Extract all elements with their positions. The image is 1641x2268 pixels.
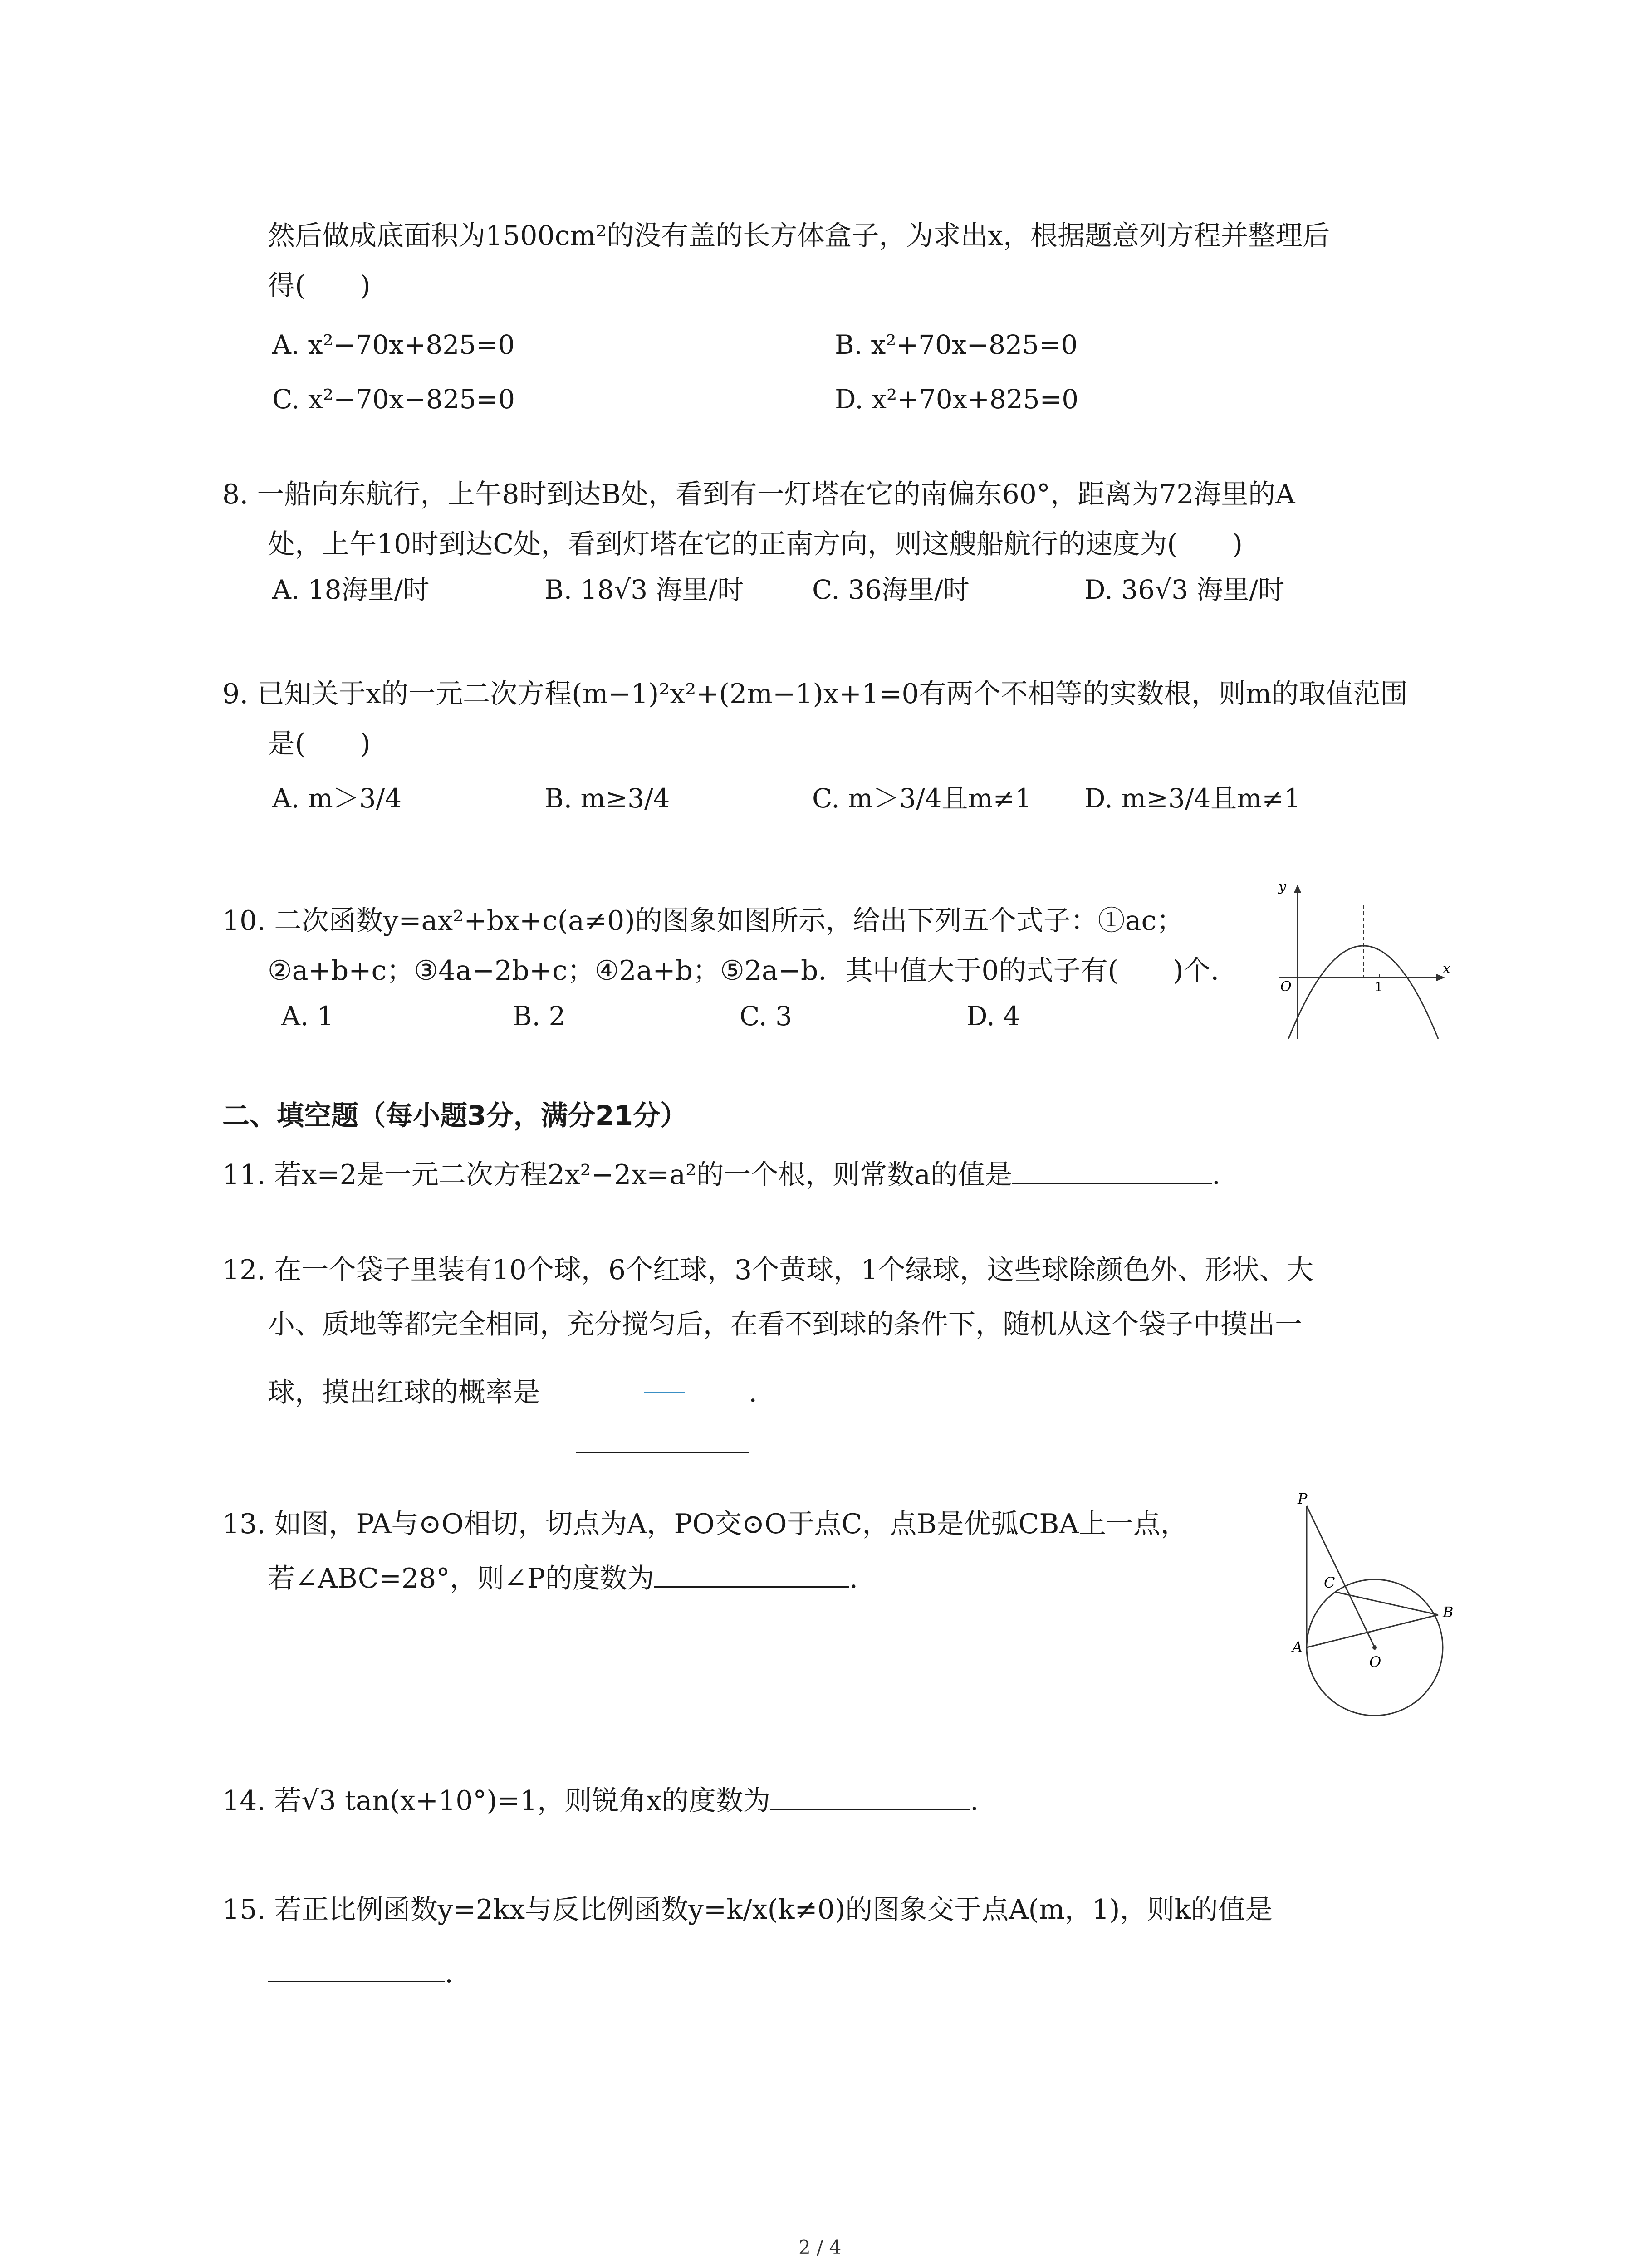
section-2-heading: 二、填空题（每小题3分，满分21分） bbox=[222, 1100, 688, 1132]
q7-line2: 得( ) bbox=[268, 270, 371, 302]
q15-line1: 15. 若正比例函数y=2kx与反比例函数y=k/x(k≠0)的图象交于点A(m，1)，则k的值是 bbox=[222, 1894, 1273, 1926]
page-number: 2 / 4 bbox=[798, 2236, 842, 2258]
q10-option-b: B. 2 bbox=[513, 1001, 566, 1031]
q10-line2: ②a+b+c；③4a−2b+c；④2a+b；⑤2a−b．其中值大于0的式子有( )个． bbox=[268, 955, 1238, 987]
q12-line3: 球，摸出红球的概率是 bbox=[268, 1377, 540, 1408]
q13-answer-blank[interactable] bbox=[654, 1561, 849, 1588]
q11-end: . bbox=[1212, 1159, 1221, 1191]
q8-option-d: D. 36√3 海里/时 bbox=[1084, 574, 1284, 605]
q10-option-c: C. 3 bbox=[740, 1001, 793, 1031]
q7-option-c: C. x²−70x−825=0 bbox=[272, 384, 515, 415]
q14-answer-blank[interactable] bbox=[770, 1783, 970, 1810]
q15-end: . bbox=[445, 1957, 454, 1989]
q13-label-o: O bbox=[1369, 1653, 1381, 1671]
q11-answer-blank[interactable] bbox=[1012, 1157, 1212, 1184]
q10-parabola-figure bbox=[1270, 880, 1452, 1043]
q13-line2 bbox=[268, 1560, 858, 1597]
q13-chord-cb bbox=[1336, 1592, 1438, 1615]
q9-option-c: C. m＞3/4且m≠1 bbox=[812, 783, 1032, 814]
q9-line2: 是( ) bbox=[268, 728, 371, 760]
q10-tick-label: 1 bbox=[1375, 979, 1383, 994]
q9-option-a: A. m＞3/4 bbox=[272, 783, 402, 814]
q7-option-d: D. x²+70x+825=0 bbox=[835, 384, 1079, 415]
q8-line2: 处，上午10时到达C处，看到灯塔在它的正南方向，则这艘船航行的速度为( ) bbox=[268, 528, 1243, 560]
q10-parabola-curve bbox=[1288, 946, 1438, 1039]
q8-option-b: B. 18√3 海里/时 bbox=[544, 574, 744, 605]
q9-option-b: B. m≥3/4 bbox=[544, 783, 670, 814]
q13-line-po bbox=[1307, 1506, 1375, 1647]
q8-option-a: A. 18海里/时 bbox=[272, 574, 430, 605]
q10-y-label: y bbox=[1279, 880, 1286, 894]
q7-option-b: B. x²+70x−825=0 bbox=[835, 329, 1078, 360]
q8-line1: 8. 一船向东航行，上午8时到达B处，看到有一灯塔在它的南偏东60°，距离为72海里的A bbox=[222, 479, 1295, 510]
q15-answer-blank[interactable] bbox=[268, 1955, 445, 1982]
q10-line1: 10. 二次函数y=ax²+bx+c(a≠0)的图象如图所示，给出下列五个式子：①ac； bbox=[222, 905, 1184, 937]
q13-end: . bbox=[849, 1563, 858, 1594]
q13-center-point bbox=[1372, 1645, 1377, 1650]
q7-line1: 然后做成底面积为1500cm²的没有盖的长方体盒子，为求出x，根据题意列方程并整理后 bbox=[268, 220, 1330, 252]
q10-origin-label: O bbox=[1280, 979, 1292, 995]
q14-text: 14. 若√3 tan(x+10°)=1，则锐角x的度数为 bbox=[222, 1785, 771, 1817]
q13-label-c: C bbox=[1324, 1574, 1335, 1591]
q13-label-p: P bbox=[1298, 1490, 1308, 1507]
q12-line1: 12. 在一个袋子里装有10个球，6个红球，3个黄球，1个绿球，这些球除颜色外、形状、大 bbox=[222, 1254, 1314, 1286]
q13-circle-figure bbox=[1266, 1488, 1461, 1724]
q14-end: . bbox=[970, 1785, 979, 1817]
q13-line1: 13. 如图，PA与⊙O相切，切点为A，PO交⊙O于点C，点B是优弧CBA上一点， bbox=[222, 1508, 1188, 1540]
q10-option-a: A. 1 bbox=[281, 1001, 334, 1031]
q10-x-label: x bbox=[1443, 961, 1450, 977]
q10-y-arrow-icon bbox=[1294, 885, 1301, 893]
q9-option-d: D. m≥3/4且m≠1 bbox=[1084, 783, 1301, 814]
q12-line2: 小、质地等都完全相同，充分搅匀后，在看不到球的条件下，随机从这个袋子中摸出一 bbox=[268, 1309, 1302, 1340]
q14-line bbox=[222, 1783, 979, 1819]
q9-line1: 9. 已知关于x的一元二次方程(m−1)²x²+(2m−1)x+1=0有两个不相等的实数根，则m的取值范围 bbox=[222, 678, 1408, 710]
q13-label-b: B bbox=[1443, 1603, 1454, 1621]
q12-end: . bbox=[749, 1377, 758, 1408]
q12-answer-blank[interactable] bbox=[576, 1452, 749, 1453]
q11-line bbox=[222, 1157, 1220, 1193]
q12-fraction-bar bbox=[644, 1392, 685, 1393]
q15-line2 bbox=[268, 1955, 453, 1991]
q13-label-a: A bbox=[1292, 1638, 1303, 1656]
q7-option-a: A. x²−70x+825=0 bbox=[272, 329, 515, 360]
q8-option-c: C. 36海里/时 bbox=[812, 574, 970, 605]
q10-option-d: D. 4 bbox=[966, 1001, 1020, 1031]
q11-text: 11. 若x=2是一元二次方程2x²−2x=a²的一个根，则常数a的值是 bbox=[222, 1159, 1012, 1191]
q13-text: 若∠ABC=28°，则∠P的度数为 bbox=[268, 1563, 654, 1594]
